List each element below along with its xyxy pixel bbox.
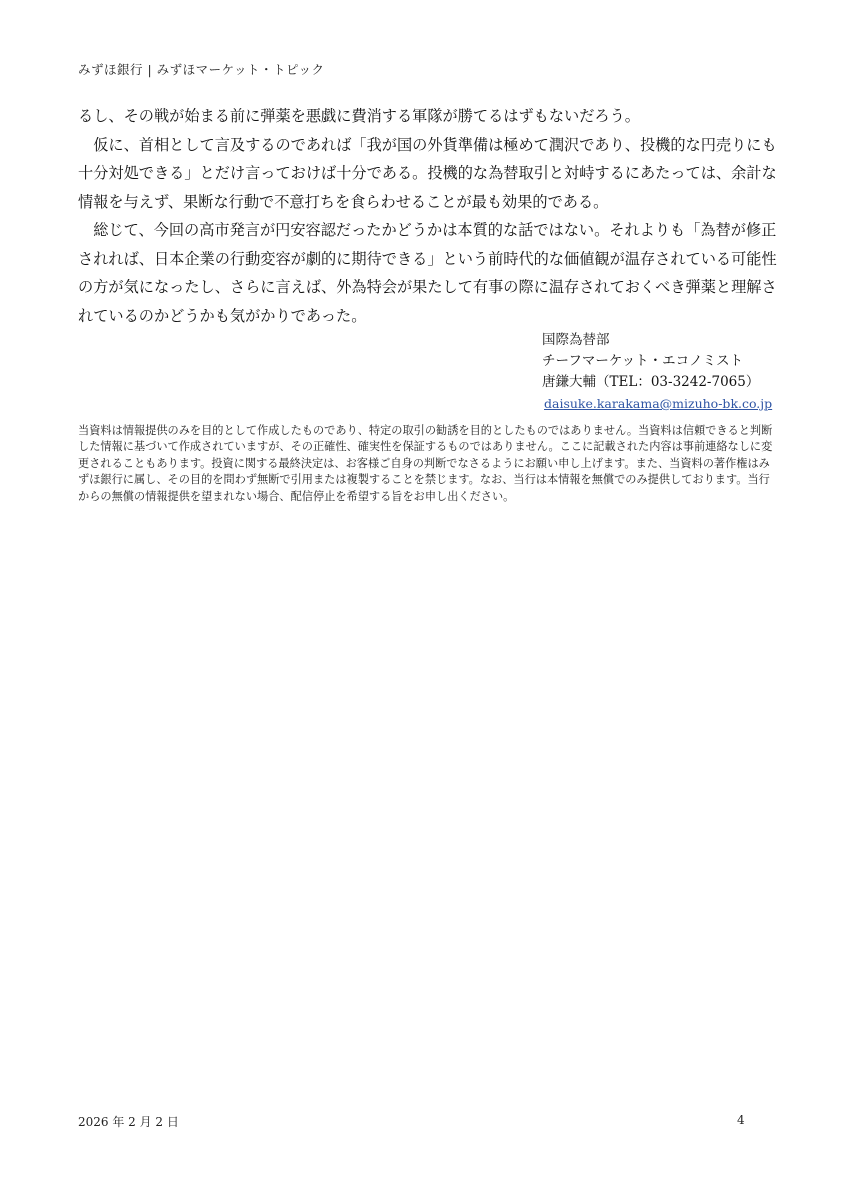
author-signature — [542, 330, 772, 415]
body-paragraph: 総じて、今回の高市発言が円安容認だったかどうかは本質的な話ではない。それよりも「為替が修正されれば、日本企業の行動変容が劇的に期待できる」という前時代的な価値観が温存されている可能性の方が気になったし、さらに言えば、外為特会が果たして有事の際に温存されておくべき弾薬と理解されているのかどうかも気がかりであった。 — [78, 221, 777, 325]
signature-email-link[interactable]: daisuke.karakama@mizuho-bk.co.jp — [544, 396, 773, 411]
article-body — [78, 102, 778, 330]
body-paragraph: 仮に、首相として言及するのであれば「我が国の外貨準備は極めて潤沢であり、投機的な円売りにも十分対処できる」とだけ言っておけば十分である。投機的な為替取引と対峙するにあたっては、余計な情報を与えず、果断な行動で不意打ちを食らわせることが最も効果的である。 — [78, 135, 777, 211]
signature-department: 国際為替部 — [542, 332, 610, 348]
signature-name-tel: 唐鎌大輔（TEL：03-3242-7065） — [542, 374, 760, 390]
signature-position: チーフマーケット・エコノミスト — [542, 353, 744, 369]
page-number: 4 — [737, 1113, 745, 1127]
disclaimer-text: 当資料は情報提供のみを目的として作成したものであり、特定の取引の勧誘を目的としたものではありません。当資料は信頼できると判断した情報に基づいて作成されていますが、その正確性、確実性を保証するものではありません。ここに記載された内容は事前連絡なしに変更されることもあります。投資に関する最終決定は、お客様ご自身の判断でなさるようにお願い申し上げます。また、当資料の著作権はみずほ銀行に属し、その目的を問わず無断で引用または複製することを禁じます。なお、当行は本情報を無償でのみ提供しております。当行からの無償の情報提供を望まれない場合、配信停止を希望する旨をお申し出ください。 — [78, 424, 773, 503]
body-paragraph: るし、その戦が始まる前に弾薬を悪戯に費消する軍隊が勝てるはずもないだろう。 — [78, 107, 640, 125]
document-header: みずほ銀行 | みずほマーケット・トピック — [78, 62, 325, 77]
footer-date: 2026 年 2 月 2 日 — [78, 1115, 179, 1129]
